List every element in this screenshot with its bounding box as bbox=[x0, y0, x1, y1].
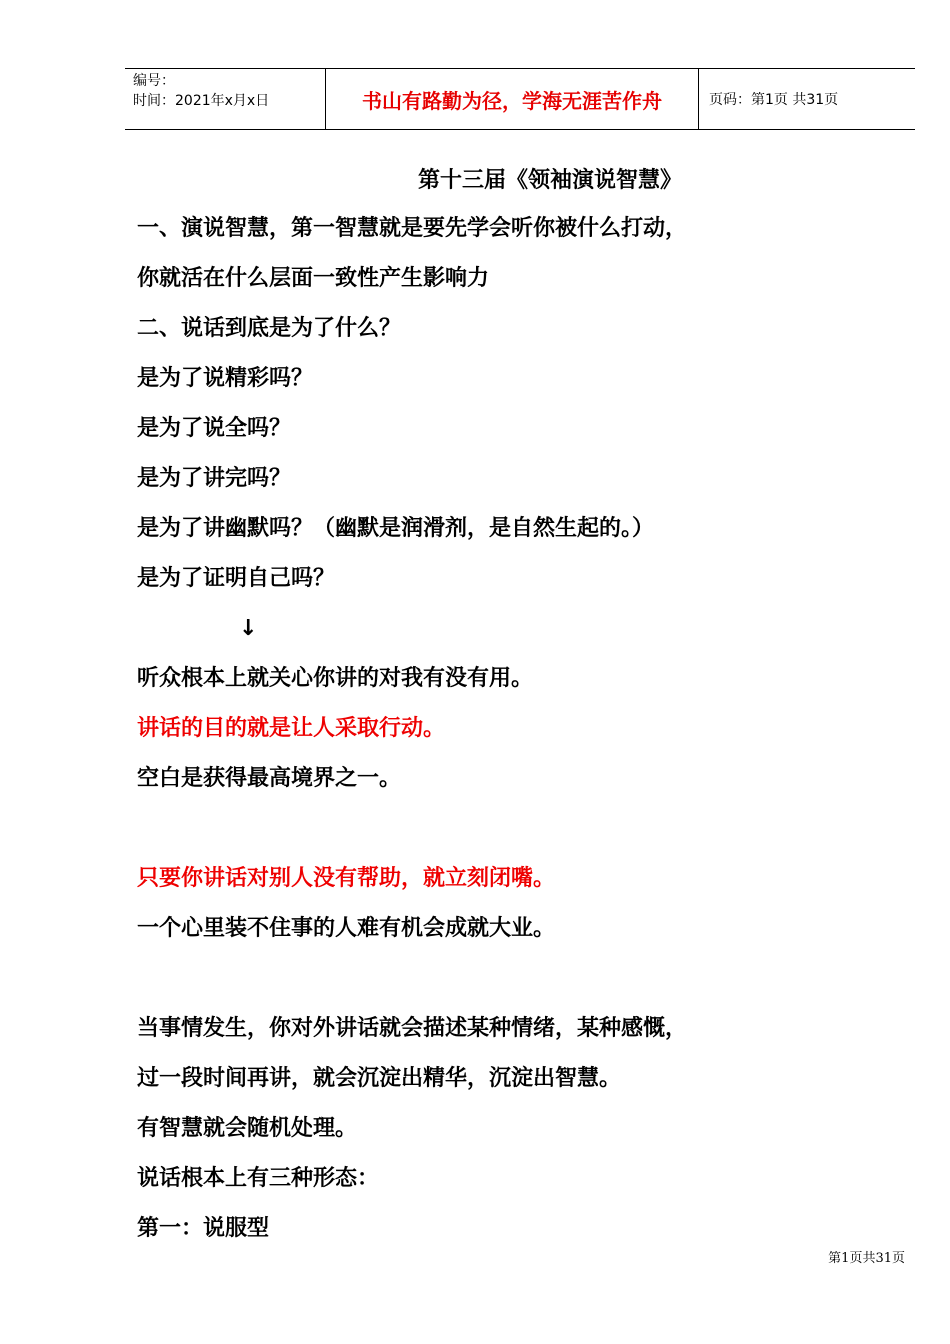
page-footer: 第1页共31页 bbox=[828, 1251, 905, 1266]
body-line: 听众根本上就关心你讲的对我有没有用。 bbox=[137, 666, 534, 691]
body-line: 是为了讲完吗？ bbox=[137, 466, 292, 491]
body-line: 有智慧就会随机处理。 bbox=[137, 1116, 358, 1141]
body-line: 过一段时间再讲，就会沉淀出精华，沉淀出智慧。 bbox=[137, 1066, 622, 1091]
body-line: 你就活在什么层面一致性产生影响力 bbox=[137, 266, 490, 291]
document-title: 第十三届《领袖演说智慧》 bbox=[417, 167, 682, 193]
body-line: 是为了说全吗？ bbox=[137, 416, 292, 441]
body-line: 讲话的目的就是让人采取行动。 bbox=[137, 716, 446, 741]
body-line: 第一：说服型 bbox=[137, 1216, 270, 1241]
body-line: 一、演说智慧，第一智慧就是要先学会听你被什么打动， bbox=[137, 216, 688, 241]
page-info: 页码：第1页 共31页 bbox=[709, 92, 839, 108]
document-body bbox=[137, 204, 917, 1254]
body-line: 一个心里装不住事的人难有机会成就大业。 bbox=[137, 916, 556, 941]
body-line: 空白是获得最高境界之一。 bbox=[137, 766, 402, 791]
header-motto-cell bbox=[326, 69, 699, 129]
blank-line bbox=[137, 804, 917, 854]
page-header bbox=[125, 68, 915, 130]
serial-label: 编号： bbox=[133, 73, 175, 89]
header-page-cell bbox=[699, 69, 915, 129]
body-line: 是为了证明自己吗？ bbox=[137, 566, 336, 591]
down-arrow-icon: ↓ bbox=[239, 616, 258, 641]
motto-text: 书山有路勤为径，学海无涯苦作舟 bbox=[362, 88, 662, 113]
body-line: 当事情发生，你对外讲话就会描述某种情绪，某种感慨， bbox=[137, 1016, 688, 1041]
body-line: 只要你讲话对别人没有帮助，就立刻闭嘴。 bbox=[137, 866, 556, 891]
body-line: 说话根本上有三种形态： bbox=[137, 1166, 380, 1191]
body-line: 二、说话到底是为了什么？ bbox=[137, 316, 402, 341]
time-label: 时间：2021年x月x日 bbox=[133, 93, 270, 109]
body-line: 是为了讲幽默吗？（幽默是润滑剂，是自然生起的。） bbox=[137, 516, 655, 541]
header-meta-cell bbox=[125, 69, 326, 129]
blank-line bbox=[137, 954, 917, 1004]
body-line: 是为了说精彩吗？ bbox=[137, 366, 314, 391]
